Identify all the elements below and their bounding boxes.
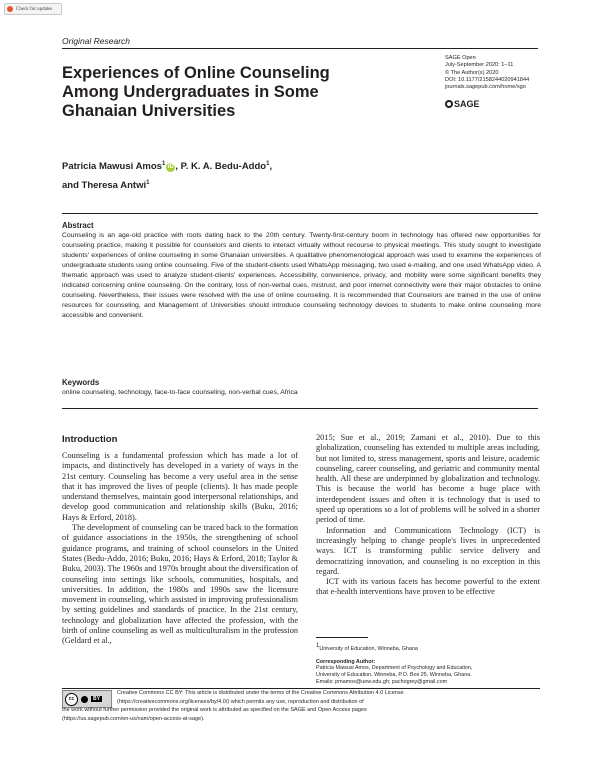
abstract-rule	[62, 213, 538, 214]
corresponding-author-heading: Corresponding Author:	[316, 658, 376, 665]
by-label: BY	[93, 696, 100, 702]
affiliation-marker: 1	[316, 643, 320, 649]
journal-doi[interactable]: DOI: 10.1177/2158244020941844	[445, 76, 530, 83]
keywords-body: online counseling, technology, face-to-face counseling, non-verbal cues, Africa	[62, 389, 298, 396]
author-conjunction: and	[62, 180, 82, 192]
check-updates-icon	[7, 6, 13, 12]
affiliation-note: $^1$University of Education, Winneba, Ghana	[316, 643, 418, 652]
person-icon	[81, 696, 88, 703]
body-column-right	[316, 433, 540, 598]
paragraph: 2015; Sue et al., 2019; Zamani et al., 2010). Due to this globalization, counseling has extended to multiple areas including, but not limited to, stress management, sports and leisure, academic counseling, career counseling, and geriatric and community mental health. All these are underpinned by globalization and technology. This is because the world has become a huge place with interdependent issues and often it is technology that is used to speed up operations so a lot of problems will be solved in a shorter period of time.	[316, 433, 540, 525]
affiliation-marker: 1	[146, 180, 150, 187]
introduction-heading: Introduction	[62, 434, 118, 445]
affiliation-marker: 1	[161, 161, 166, 167]
license-link[interactable]: (https://us.sagepub.com/en-us/nam/open-access-at-sage).	[62, 715, 205, 722]
journal-copyright: © The Author(s) 2020	[445, 69, 499, 76]
author-name: Theresa Antwi	[81, 180, 147, 192]
corresponding-author-email[interactable]: Emails: pmamos@uew.edu.gh; pachogrey@gmail.com	[316, 678, 448, 685]
section-label: Original Research	[62, 36, 131, 46]
paragraph: Information and Communications Technology (ICT) is increasingly helping to change people's lives in unprecedented ways. ICT is transforming public service delivery and democratizing innovation, and counseling is no exception in this regard.	[316, 525, 540, 576]
author-name: Patricia Mawusi Amos	[62, 161, 162, 173]
header-rule	[62, 48, 538, 49]
journal-url[interactable]: journals.sagepub.com/home/sgo	[445, 84, 526, 91]
abstract-body: Counseling is an age-old practice with roots dating back to the 20th century. Twenty-first-century boom in technology has offered new opportunities for counseling practice, making it possible for counselors and clients to interact virtually without recourse to physical meetings. This study sought to investigate students' experiences of online counseling in some Ghanaian universities. A qualitative phenomenological approach was used to examine the experiences of undergraduate students using online counseling. Five of the student-clients used WhatsApp messaging, two used e-mailing, and one used WhatsApp video. A thematic approach was used to analyze student-clients' experiences. Accessibility, convenience, privacy, and mobility were some significant benefits they indicated concerning online counseling. On the contrary, loss of non-verbal cues, mistrust, and poor internet connectivity were their major obstacles to online counseling. Nevertheless, their issues were resolved with the use of online counseling. It is recommended that Counselors are trained in the use of online resources for counseling, and Management of Universities should introduce counseling technology devices to students to make online counseling more accessible and convenient.	[62, 232, 541, 319]
check-updates-label: Check for updates	[16, 6, 53, 12]
cc-icon: cc	[65, 693, 78, 706]
corresponding-author-line: Patricia Mawusi Amos, Department of Psychology and Education,	[316, 665, 473, 672]
sage-logo-icon	[445, 100, 453, 108]
body-column-left	[62, 451, 298, 647]
journal-issue: July-September 2020: 1–11	[445, 62, 514, 69]
author-name: , P. K. A. Bedu-Addo	[175, 161, 267, 173]
affiliation-marker: 1	[266, 161, 270, 167]
author-list: Patricia Mawusi Amos$^1$iD , P. K. A. Bedu-Addo$^1$, and Theresa Antwi$^1$	[62, 161, 273, 192]
footnote-rule	[316, 637, 368, 638]
keywords-rule	[62, 408, 538, 409]
license-text-continued	[62, 706, 542, 723]
license-line: the work without further permission provided the original work is attributed as specified on the SAGE and Open Access pages	[62, 707, 367, 713]
license-text	[117, 689, 542, 706]
paragraph: The development of counseling can be traced back to the formation of guidance associations in the 1950s, the strengthening of school guidance programs, and training of school counselors in the United States (Bedu-Addo, 2016; Buku, 2016; Hays & Erford, 2018; Taylor & Buku, 2003). The 1960s and 1970s brought about the diversification of counseling into settings like schools, communities, hospitals, and universities. In addition, the 1980s and 1990s saw the licensure movement in counseling, which assisted in improving professionalism by setting guidelines and standards of practice. In the 21st century, technology and globalization have affected the profession, with the birth of online counseling as well as multiculturalism in the profession (Geldard et al.,	[62, 523, 298, 646]
journal-info	[445, 55, 565, 91]
orcid-icon[interactable]: iD	[167, 164, 174, 171]
abstract-heading: Abstract	[62, 221, 94, 230]
journal-name: SAGE Open	[445, 55, 476, 61]
sage-logo	[445, 99, 480, 109]
sage-logo-text: SAGE	[454, 99, 480, 109]
footnotes	[316, 643, 540, 686]
keywords-heading: Keywords	[62, 378, 100, 387]
article-title: Experiences of Online Counseling Among Undergraduates in Some Ghanaian Universities	[62, 64, 330, 120]
paragraph: ICT with its various facets has become powerful to the extent that e-health interventions have proven to be effective	[316, 577, 540, 597]
paragraph: Counseling is a fundamental profession which has made a lot of impacts, and distinctively has developed in a variety of ways in the 21st century. Counseling has become a very useful area in the sense that it has improved the lives of people (clients). It has made people understand themselves, maintain good interpersonal relationships, and develop good communication and relationship skills (Buku, 2016; Hays & Erford, 2018).	[62, 451, 298, 522]
check-for-updates-badge[interactable]	[4, 3, 62, 15]
license-link[interactable]: (https://creativecommons.org/licenses/by/4.0/) which permits any use, reproduction and distribution of	[117, 698, 364, 705]
license-line: Creative Commons CC BY: This article is distributed under the terms of the Creative Commons Attribution 4.0 License	[117, 690, 404, 696]
corresponding-author-line: University of Education, Winneba, P.O. Box 25, Winneba, Ghana.	[316, 672, 472, 679]
